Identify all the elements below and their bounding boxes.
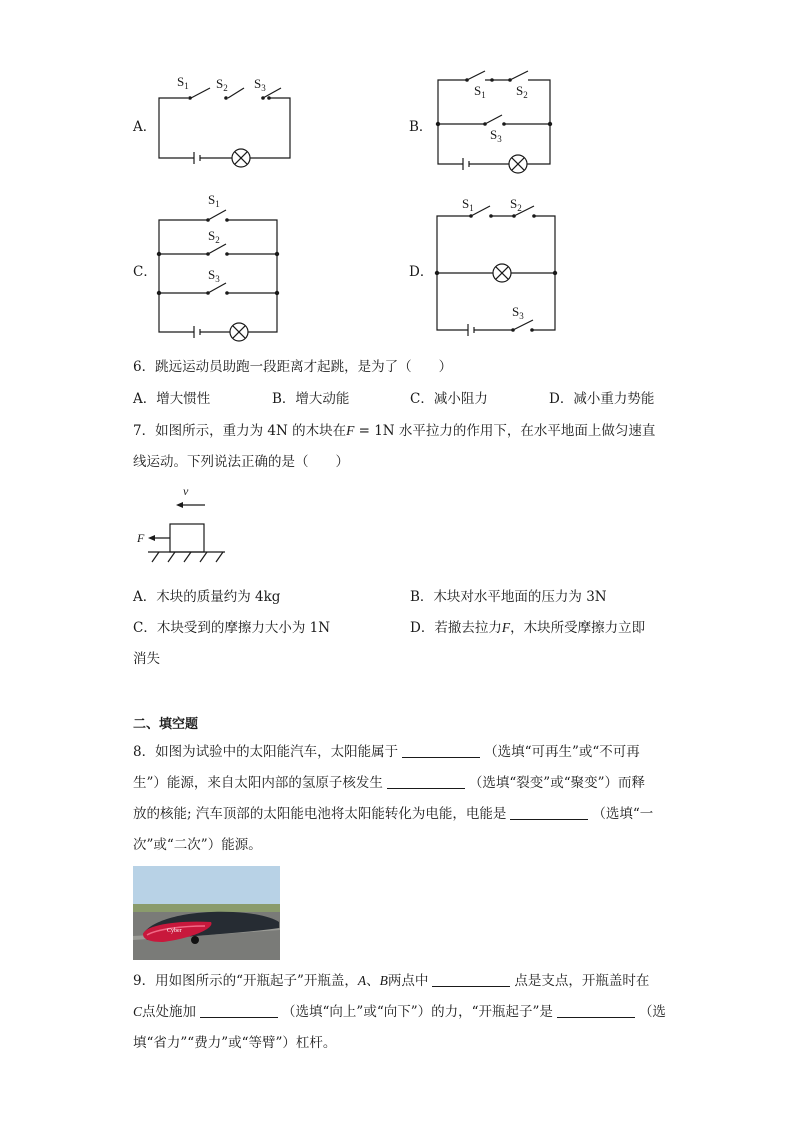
circuit-diagram-a [150,70,300,165]
switch-s3-label: $S_3$ [208,267,220,284]
question-7-option-a: A．木块的质量约为 4kg [133,589,281,605]
switch-s1-label: $S_1$ [177,74,189,91]
question-6-option-d: D．减小重力势能 [549,391,655,407]
question-6-stem: 6．跳远运动员助跑一段距离才起跳，是为了（ ） [133,359,453,375]
question-8-line-1 [133,742,640,762]
switch-s1-label: $S_1$ [462,196,474,213]
point-a-label: A [357,973,367,988]
question-8-text: 放的核能; 汽车顶部的太阳能电池将太阳能转化为电能，电能是 [133,806,507,822]
question-7-option-d-line-2: 消失 [133,651,160,667]
option-a-label: A． [133,119,157,135]
point-b-label: B [379,973,388,988]
answer-blank[interactable] [432,972,510,987]
answer-blank[interactable] [402,743,480,758]
switch-s1-label: $S_1$ [208,192,220,209]
switch-s2-label: $S_2$ [510,196,522,213]
answer-blank[interactable] [510,805,588,820]
block-force-diagram [133,482,233,572]
question-9-line-3: 填“省力”“费力”或“等臂”）杠杆。 [133,1035,337,1051]
circuit-diagram-d [428,192,568,342]
question-7-stem-part-2: = 1N 水平拉力的作用下，在水平地面上做匀速直 [354,423,656,439]
question-9-line-1 [133,971,649,991]
switch-s3-label: $S_3$ [512,304,524,321]
force-label: F [137,531,145,545]
question-6-option-a: A．增大惯性 [133,391,211,407]
question-8-text: 8．如图为试验中的太阳能汽车，太阳能属于 [133,744,399,760]
car-decal-text: Cyber [167,928,182,934]
question-9-text: 两点中 [387,973,429,989]
switch-s3-label: $S_3$ [490,127,502,144]
point-c-label: C [133,1004,143,1019]
velocity-label: v [183,484,189,498]
question-7-stem-line-2: 线运动。下列说法正确的是（ ） [133,454,349,470]
question-7-option-b: B．木块对水平地面的压力为 3N [410,589,607,605]
option-c-label: C． [133,264,157,280]
switch-s2-label: $S_2$ [208,228,220,245]
question-7-stem-line-1 [133,421,655,441]
force-symbol: F [346,423,355,438]
question-8-text: （选填“可再生”或“不可再 [484,744,640,760]
switch-s2-label: $S_2$ [516,83,528,100]
question-7-option-d-part-2: ，木块所受摩擦力立即 [510,620,646,636]
question-9-text: 点是支点，开瓶盖时在 [514,973,650,989]
question-9-text: （选填“向上”或“向下”）的力，“开瓶起子”是 [282,1004,553,1020]
question-8-line-2 [133,773,645,793]
answer-blank[interactable] [200,1003,278,1018]
force-symbol: F [501,620,511,635]
circuit-diagram-c [150,192,290,342]
question-8-text: （选填“一 [592,806,654,822]
option-d-label: D． [409,264,434,280]
option-b-label: B． [409,119,433,135]
question-7-option-d-part-1: D．若撤去拉力 [410,620,502,636]
answer-blank[interactable] [387,774,465,789]
section-title: 二、填空题 [133,717,199,732]
question-7-option-c: C．木块受到的摩擦力大小为 1N [133,620,331,636]
circuit-diagram-b [430,68,560,168]
question-8-line-4: 次”或“二次”）能源。 [133,837,262,853]
solar-car-photo [133,866,280,960]
switch-s3-label: $S_3$ [254,76,266,93]
question-7-stem-part-1: 7．如图所示，重力为 4N 的木块在 [133,423,347,439]
question-8-line-3 [133,804,653,824]
question-8-text: （选填“裂变”或“聚变”）而释 [468,775,646,791]
answer-blank[interactable] [557,1003,635,1018]
question-6-option-b: B．增大动能 [272,391,350,407]
question-9-line-2 [133,1002,666,1022]
question-9-text: 点处施加 [142,1004,197,1020]
question-9-text: 、 [366,973,380,989]
question-9-text: （选 [638,1004,666,1020]
question-8-text: 生”）能源，来自太阳内部的氢原子核发生 [133,775,383,791]
question-9-text: 9．用如图所示的“开瓶起子”开瓶盖， [133,973,358,989]
question-6-option-c: C．减小阻力 [410,391,488,407]
switch-s1-label: $S_1$ [474,83,486,100]
switch-s2-label: $S_2$ [216,76,228,93]
question-7-option-d [410,618,645,638]
